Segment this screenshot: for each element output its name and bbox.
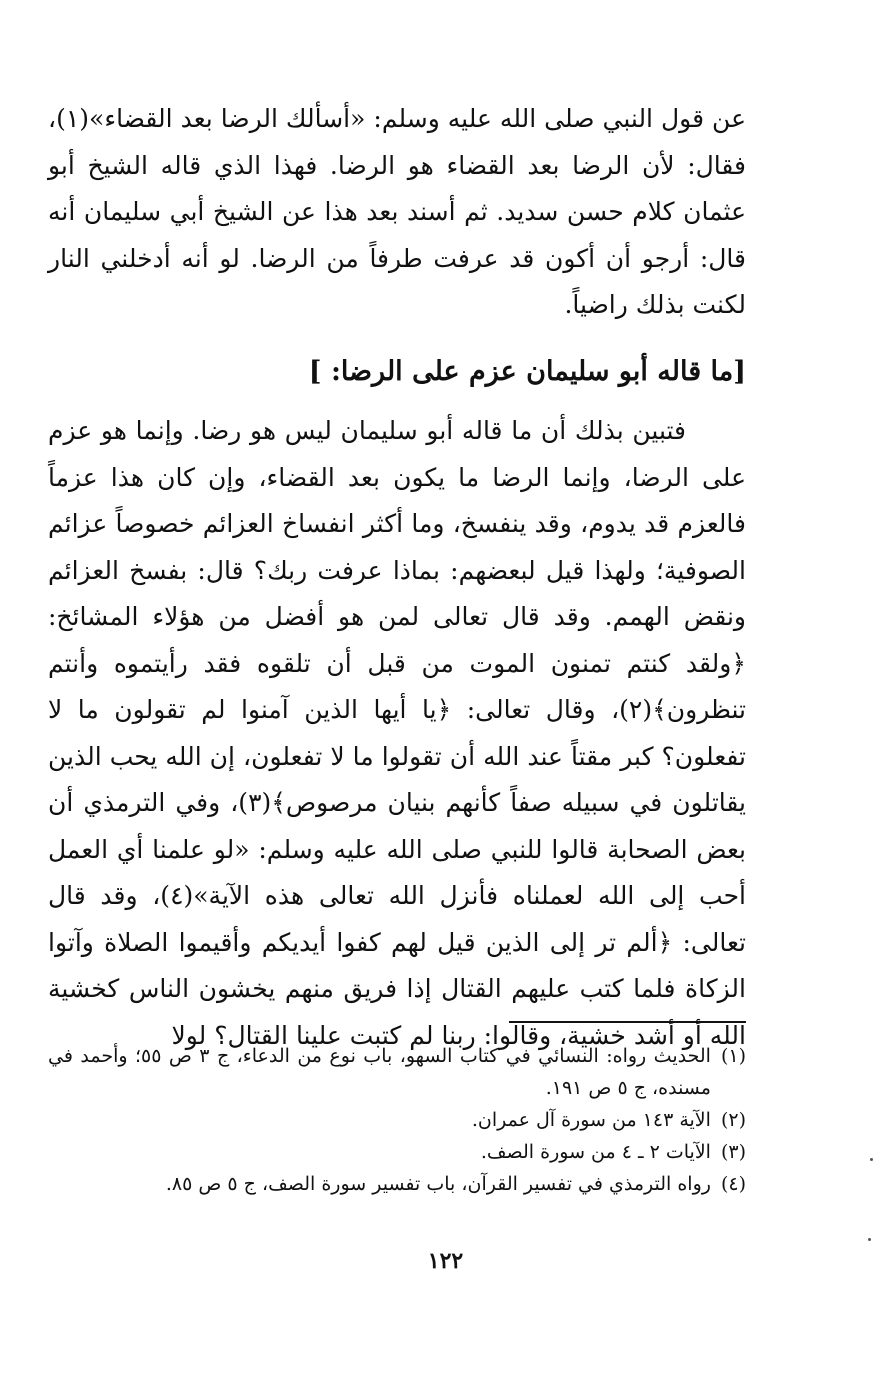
intro-paragraph-text: عن قول النبي صلى الله عليه وسلم: «أسألك الرضا بعد القضاء»(١)، فقال: لأن الرضا بعد القضاء هو الرضا. فهذا الذي قاله الشيخ أبو عثمان كلام حسن سديد. ثم أسند بعد هذا عن الشيخ أبي سليمان أنه قال: أرجو أن أكون قد عرفت طرفاً من الرضا. لو أنه أدخلني النار لكنت بذلك راضياً.	[48, 104, 746, 319]
section-heading: [ما قاله أبو سليمان عزم على الرضا: ]	[308, 356, 746, 387]
footnote-text: الآية ١٤٣ من سورة آل عمران.	[471, 1109, 711, 1131]
footnote-text: الحديث رواه: النسائي في كتاب السهو، باب نوع من الدعاء، ج ٣ ص ٥٥؛ وأحمد في مسنده، ج ٥ ص ١٩١.	[48, 1045, 711, 1099]
footnote-3	[48, 1136, 746, 1168]
footnote-1	[48, 1040, 746, 1104]
body-paragraph	[48, 408, 746, 1059]
footnote-text: الآيات ٢ ـ ٤ من سورة الصف.	[480, 1141, 711, 1163]
footnote-number: (٣)	[720, 1141, 746, 1163]
scan-speck	[870, 1158, 873, 1161]
body-paragraph-text: فتبين بذلك أن ما قاله أبو سليمان ليس هو رضا. وإنما هو عزم على الرضا، وإنما الرضا ما يكون بعد القضاء، وإن كان هذا عزماً فالعزم قد يدوم، وقد ينفسخ، وما أكثر انفساخ العزائم خصوصاً عزائم الصوفية؛ ولهذا قيل لبعضهم: بماذا عرفت ربك؟ قال: بفسخ العزائم ونقض الهمم. وقد قال تعالى لمن هو أفضل من هؤلاء المشائخ: ﴿ولقد كنتم تمنون الموت من قبل أن تلقوه فقد رأيتموه وأنتم تنظرون﴾(٢)، وقال تعالى: ﴿يا أيها الذين آمنوا لم تقولون ما لا تفعلون؟ كبر مقتاً عند الله أن تقولوا ما لا تفعلون، إن الله يحب الذين يقاتلون في سبيله صفاً كأنهم بنيان مرصوص﴾(٣)، وفي الترمذي أن بعض الصحابة قالوا للنبي صلى الله عليه وسلم: «لو علمنا أي العمل أحب إلى الله لعملناه فأنزل الله تعالى هذه الآية»(٤)، وقد قال تعالى: ﴿ألم تر إلى الذين قيل لهم كفوا أيديكم وأقيموا الصلاة وآتوا الزكاة فلما كتب عليهم القتال إذا فريق منهم يخشون الناس كخشية الله أو أشد خشية، وقالوا: ربنا لم كتبت علينا القتال؟ لولا	[48, 416, 747, 1050]
scan-speck	[868, 1238, 871, 1241]
footnote-number: (١)	[720, 1045, 746, 1067]
footnote-4	[48, 1168, 746, 1200]
footnote-divider	[509, 1021, 746, 1023]
page-number: ١٢٢	[427, 1248, 464, 1274]
footnotes-list	[48, 1040, 746, 1200]
footnote-number: (٢)	[720, 1109, 746, 1131]
footnote-2	[48, 1104, 746, 1136]
footnote-number: (٤)	[720, 1173, 746, 1195]
intro-paragraph	[48, 96, 746, 329]
footnote-text: رواه الترمذي في تفسير القرآن، باب تفسير سورة الصف، ج ٥ ص ٨٥.	[165, 1173, 711, 1195]
